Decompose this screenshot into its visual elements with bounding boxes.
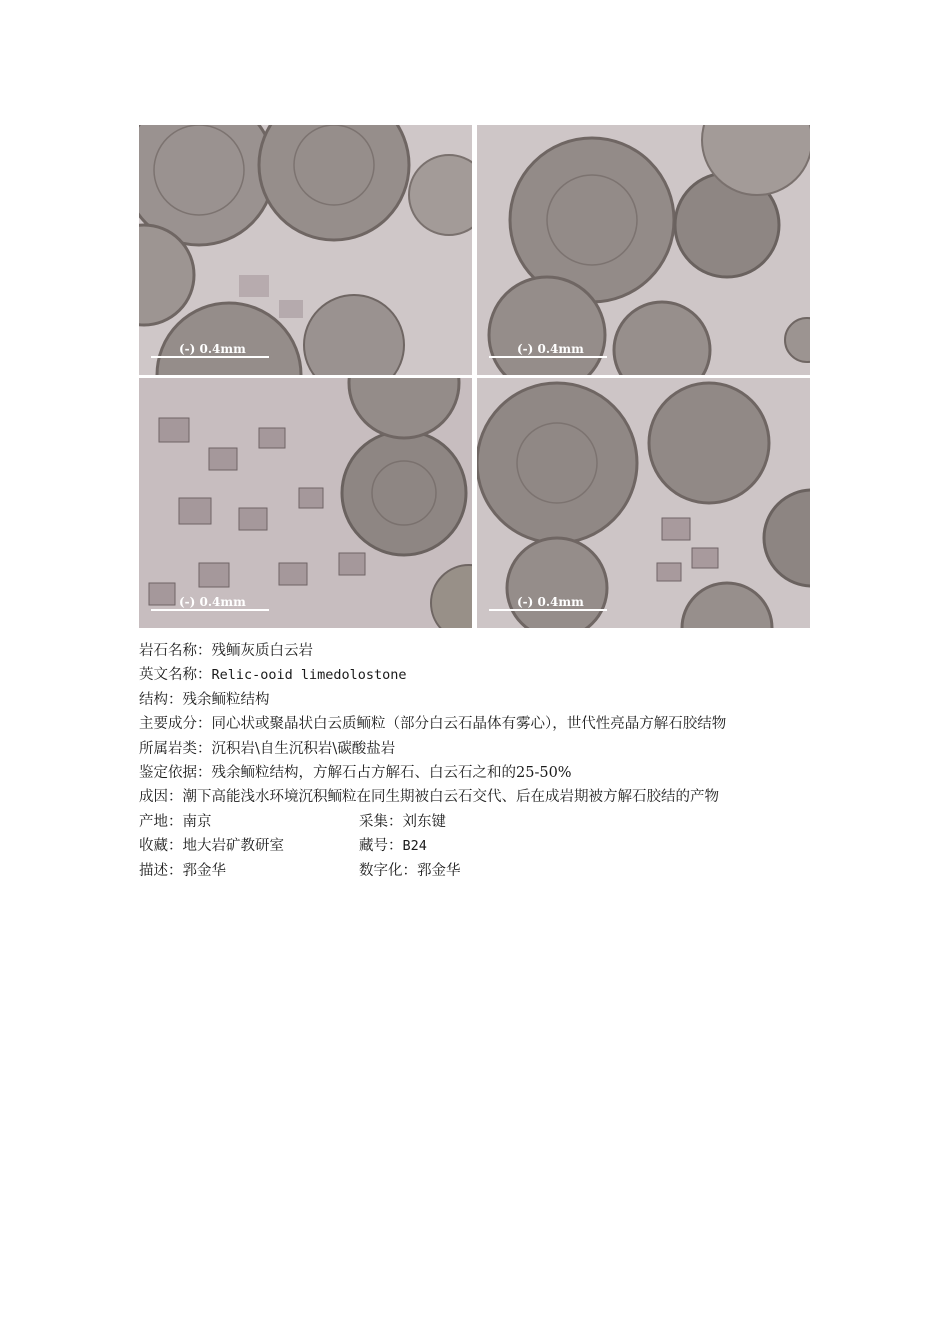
micrograph-grid xyxy=(139,125,810,628)
scale-label: (-) 0.4mm xyxy=(517,595,584,609)
locality-label: 产地： xyxy=(139,813,183,830)
collection-row xyxy=(139,834,839,858)
collector-field xyxy=(359,810,446,834)
scale-bar xyxy=(151,609,269,611)
origin: 潮下高能浅水环境沉积鲕粒在同生期被白云石交代、后在成岩期被方解石胶结的产物 xyxy=(182,789,719,806)
structure-label: 结构： xyxy=(139,691,183,708)
micrograph-4-image xyxy=(477,378,810,628)
locality-row xyxy=(139,810,839,834)
micrograph-2 xyxy=(477,125,810,375)
origin-row xyxy=(139,785,839,809)
english-name-row xyxy=(139,663,839,687)
basis-row xyxy=(139,761,839,785)
structure: 残余鲕粒结构 xyxy=(182,691,270,708)
digitizer-label: 数字化： xyxy=(359,862,417,879)
rock-name: 残鲕灰质白云岩 xyxy=(211,643,313,659)
digitizer-field xyxy=(359,859,461,883)
scale-bar xyxy=(151,356,269,358)
basis: 残余鲕粒结构，方解石占方解石、白云石之和的25-50% xyxy=(211,764,572,781)
number-field xyxy=(359,834,427,858)
category-label: 所属岩类： xyxy=(139,740,212,757)
micrograph-1-image xyxy=(139,125,472,375)
english-name-label: 英文名称： xyxy=(139,667,212,684)
describer-label: 描述： xyxy=(139,862,183,879)
structure-row xyxy=(139,688,839,712)
locality: 南京 xyxy=(182,813,212,830)
rock-name-row xyxy=(139,639,839,663)
micrograph-4 xyxy=(477,378,810,628)
describer-row xyxy=(139,859,839,883)
digitizer: 郛金华 xyxy=(417,862,461,879)
scale-bar xyxy=(489,356,607,358)
scale-label: (-) 0.4mm xyxy=(179,595,246,609)
micrograph-3-image xyxy=(139,378,472,628)
collector-label: 采集： xyxy=(359,813,403,830)
number: B24 xyxy=(402,838,427,855)
composition-row xyxy=(139,712,839,736)
rock-name-label: 岩石名称： xyxy=(139,643,212,659)
collection: 地大岩矿教研室 xyxy=(182,838,284,855)
category-row xyxy=(139,737,839,761)
category: 沉积岩\自生沉积岩\碳酸盐岩 xyxy=(211,740,396,757)
composition-label: 主要成分： xyxy=(139,716,212,733)
basis-label: 鉴定依据： xyxy=(139,764,212,781)
micrograph-2-image xyxy=(477,125,810,375)
micrograph-3 xyxy=(139,378,472,628)
number-label: 藏号： xyxy=(359,838,403,855)
micrograph-1 xyxy=(139,125,472,375)
scale-label: (-) 0.4mm xyxy=(517,342,584,356)
collection-label: 收藏： xyxy=(139,838,183,855)
scale-bar xyxy=(489,609,607,611)
scale-label: (-) 0.4mm xyxy=(179,342,246,356)
composition: 同心状或聚晶状白云质鲕粒（部分白云石晶体有雾心），世代性亮晶方解石胶结物 xyxy=(211,716,727,733)
collector: 刘东键 xyxy=(402,813,446,830)
describer: 郛金华 xyxy=(182,862,226,879)
origin-label: 成因： xyxy=(139,789,183,806)
english-name: Relic-ooid limedolostone xyxy=(211,667,407,684)
specimen-info xyxy=(139,639,839,883)
